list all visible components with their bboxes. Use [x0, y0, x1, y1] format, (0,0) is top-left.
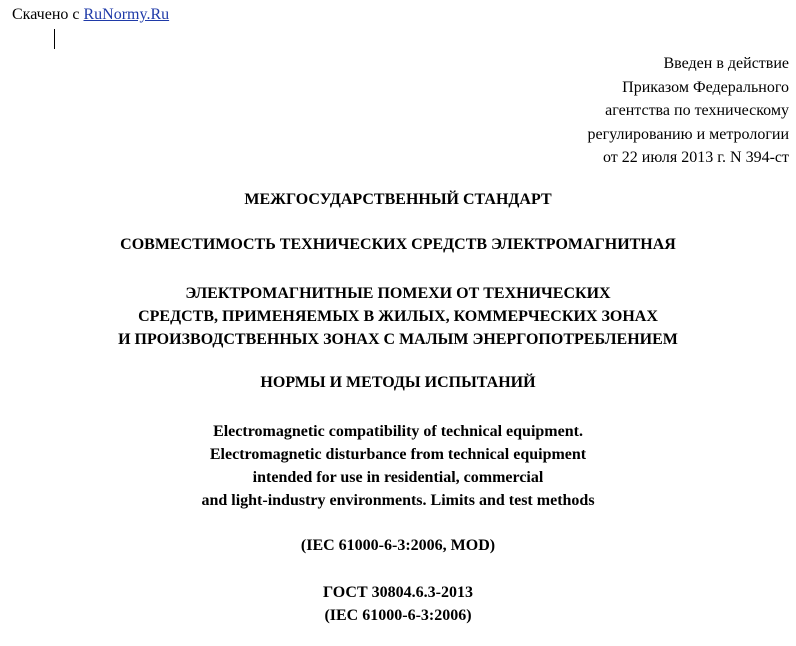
- part-title-text: НОРМЫ И МЕТОДЫ ИСПЫТАНИЙ: [260, 374, 536, 391]
- iec-reference: (IEC 61000-6-3:2006): [324, 607, 472, 624]
- english-title-line: and light-industry environments. Limits and test methods: [201, 492, 595, 509]
- iec-mod-text: (IEC 61000-6-3:2006, MOD): [300, 537, 496, 554]
- standard-type-heading: [0, 190, 796, 210]
- gost-designation: [0, 581, 796, 627]
- source-line: [12, 5, 169, 25]
- source-link[interactable]: RuNormy.Ru: [83, 6, 170, 23]
- enactment-line: Введен в действие: [663, 55, 789, 72]
- group-title-heading: [0, 235, 796, 255]
- gost-number: ГОСТ 30804.6.3-2013: [323, 584, 473, 601]
- group-title-text: СОВМЕСТИМОСТЬ ТЕХНИЧЕСКИХ СРЕДСТВ ЭЛЕКТРОМАГНИТНАЯ: [120, 236, 676, 253]
- subject-heading: [0, 282, 796, 351]
- english-title-line: intended for use in residential, commercial: [252, 469, 544, 486]
- enactment-line: регулированию и метрологии: [587, 125, 789, 143]
- standard-type-text: МЕЖГОСУДАРСТВЕННЫЙ СТАНДАРТ: [244, 191, 552, 208]
- enactment-line: Приказом Федерального: [622, 78, 789, 96]
- enactment-line: от 22 июля 2013 г. N 394-ст: [603, 149, 789, 166]
- subject-line: ЭЛЕКТРОМАГНИТНЫЕ ПОМЕХИ ОТ ТЕХНИЧЕСКИХ: [185, 285, 611, 302]
- english-title-line: Electromagnetic compatibility of technical equipment.: [213, 423, 583, 440]
- subject-line: И ПРОИЗВОДСТВЕННЫХ ЗОНАХ С МАЛЫМ ЭНЕРГОПОТРЕБЛЕНИЕМ: [118, 331, 678, 348]
- subject-line: СРЕДСТВ, ПРИМЕНЯЕМЫХ В ЖИЛЫХ, КОММЕРЧЕСКИХ ЗОНАХ: [138, 308, 658, 325]
- english-title-line: Electromagnetic disturbance from technical equipment: [209, 446, 587, 463]
- part-title-heading: [0, 373, 796, 393]
- english-title: [0, 420, 796, 512]
- source-prefix: Скачено с: [12, 6, 84, 23]
- iec-mod-reference: [0, 536, 796, 556]
- enactment-block: [588, 52, 789, 170]
- text-cursor: [54, 29, 55, 49]
- enactment-line: агентства по техническому: [605, 102, 789, 119]
